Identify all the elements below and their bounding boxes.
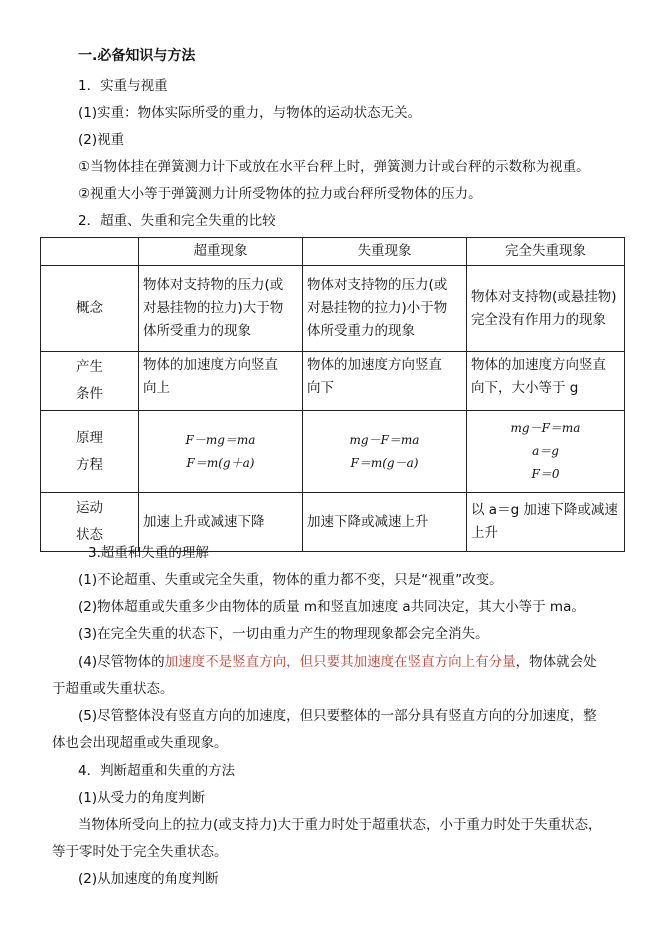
paragraph-apparent-weight: (2)视重: [78, 132, 125, 148]
cell-line: 向下: [307, 380, 334, 396]
heading-judgement-methods: 4．判断超重和失重的方法: [78, 763, 236, 779]
paragraph-complete-weightless: (3)在完全失重的状态下，一切由重力产生的物理现象都会完全消失。: [78, 626, 489, 642]
heading-real-apparent-weight: 1．实重与视重: [78, 78, 168, 94]
cell-equation-weightless: [303, 411, 467, 493]
paragraph-partial-acceleration-cont: 体也会出现超重或失重现象。: [52, 735, 228, 751]
paragraph-vertical-component-cont: 于超重或失重状态。: [52, 681, 174, 697]
label-line: 产生: [76, 359, 103, 375]
paragraph-mass-acceleration: (2)物体超重或失重多少由物体的质量 m和竖直加速度 a共同决定，其大小等于 ma。: [78, 599, 585, 615]
formula: F＝0: [531, 467, 560, 481]
cell-line: 对悬挂物的拉力)大于物: [143, 300, 284, 316]
row-label-equation: [41, 411, 139, 493]
cell-motion-weightless: 加速下降或减速上升: [303, 493, 467, 552]
label-line: 条件: [76, 386, 103, 402]
row-label-condition: [41, 352, 139, 411]
label-line: 状态: [76, 527, 103, 543]
formula: a＝g: [532, 444, 559, 458]
header-empty: [41, 238, 139, 266]
cell-condition-complete: [467, 352, 625, 411]
comparison-table: [40, 237, 625, 552]
cell-line: 向上: [143, 380, 170, 396]
paragraph-real-weight: (1)实重：物体实际所受的重力，与物体的运动状态无关。: [78, 105, 422, 121]
paragraph-force-rule-cont: 等于零时处于完全失重状态。: [52, 844, 228, 860]
formula: F＝m(g＋a): [186, 455, 255, 470]
table-header-row: [41, 238, 625, 266]
cell-equation-overweight: [139, 411, 303, 493]
cell-motion-complete: [467, 493, 625, 552]
cell-line: 体所受重力的现象: [307, 323, 415, 339]
cell-line: 物体对支持物的压力(或: [307, 277, 448, 293]
cell-concept-weightless: [303, 266, 467, 352]
table-row-equation: [41, 411, 625, 493]
cell-condition-weightless: [303, 352, 467, 411]
paragraph-acceleration-angle: (2)从加速度的角度判断: [78, 871, 219, 887]
cell-line: 物体的加速度方向竖直: [307, 357, 442, 373]
cell-line: 向下，大小等于 g: [471, 380, 579, 396]
formula: F－mg＝ma: [185, 432, 256, 447]
paragraph-force-rule: 当物体所受向上的拉力(或支持力)大于重力时处于超重状态，小于重力时处于失重状态，: [78, 817, 602, 833]
highlighted-text: 加速度不是竖直方向，但只要其加速度在竖直方向上有分量: [164, 654, 516, 670]
paragraph-apparent-weight-magnitude: ②视重大小等于弹簧测力计所受物体的拉力或台秤所受物体的压力。: [78, 186, 482, 202]
formula: mg－F＝ma: [510, 421, 581, 435]
cell-line: 物体的加速度方向竖直: [471, 357, 606, 373]
cell-line: 体所受重力的现象: [143, 323, 251, 339]
formula: F＝m(g－a): [350, 455, 419, 470]
formula: mg－F＝ma: [349, 432, 420, 447]
label-line: 运动: [76, 500, 103, 516]
table-row-condition: [41, 352, 625, 411]
paragraph-apparent-weight-definition: ①当物体挂在弹簧测力计下或放在水平台秤上时，弹簧测力计或台秤的示数称为视重。: [78, 159, 590, 175]
cell-concept-overweight: [139, 266, 303, 352]
cell-equation-complete: [467, 411, 625, 493]
label-line: 原理: [76, 429, 103, 446]
paragraph-partial-acceleration: (5)尽管整体没有竖直方向的加速度，但只要整体的一部分具有竖直方向的分加速度，整: [78, 708, 597, 724]
cell-concept-complete: [467, 266, 625, 352]
header-weightlessness: 失重现象: [303, 238, 467, 266]
heading-comparison: 2．超重、失重和完全失重的比较: [78, 213, 276, 229]
header-complete-weightlessness: 完全失重现象: [467, 238, 625, 266]
text-segment: ，物体就会处: [515, 654, 597, 670]
cell-line: 以 a＝g 加速下降或减速: [471, 502, 618, 518]
label-line: 方程: [76, 456, 103, 473]
heading-understanding: 3.超重和失重的理解: [88, 545, 209, 561]
cell-line: 物体对支持物的压力(或: [143, 277, 284, 293]
cell-line: 物体的加速度方向竖直: [143, 357, 278, 373]
text-segment: (4)尽管物体的: [78, 654, 165, 670]
cell-line: 上升: [471, 525, 498, 541]
paragraph-force-angle: (1)从受力的角度判断: [78, 790, 206, 806]
paragraph-vertical-component: [78, 652, 597, 672]
cell-line: 完全没有作用力的现象: [471, 311, 606, 328]
cell-condition-overweight: [139, 352, 303, 411]
paragraph-gravity-unchanged: (1)不论超重、失重或完全失重，物体的重力都不变，只是“视重”改变。: [78, 572, 503, 588]
section-title: 一.必备知识与方法: [78, 48, 196, 64]
cell-motion-overweight: 加速上升或减速下降: [139, 493, 303, 552]
header-overweight: 超重现象: [139, 238, 303, 266]
row-label-concept: 概念: [41, 266, 139, 352]
table-row-concept: [41, 266, 625, 352]
cell-line: 物体对支持物(或悬挂物): [471, 288, 617, 305]
cell-line: 对悬挂物的拉力)小于物: [307, 300, 448, 316]
